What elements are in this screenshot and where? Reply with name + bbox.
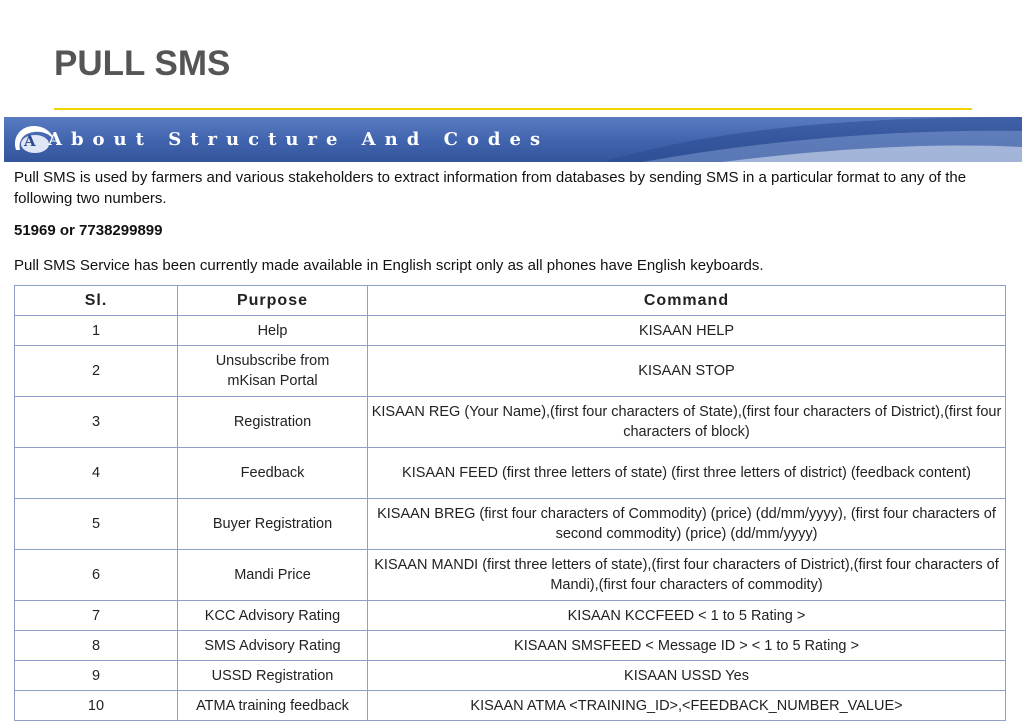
cell-command: KISAAN STOP — [368, 346, 1006, 397]
intro-description: Pull SMS is used by farmers and various stakeholders to extract information from databases by sending SMS in a particular format to any of the following two numbers. — [14, 169, 967, 207]
banner-swoosh-decoration — [602, 117, 1022, 162]
cell-sl: 6 — [15, 550, 178, 601]
table-row — [15, 550, 1006, 601]
cell-command: KISAAN USSD Yes — [368, 661, 1006, 691]
table-row — [15, 661, 1006, 691]
header-command: Command — [368, 286, 1006, 316]
cell-sl: 1 — [15, 316, 178, 346]
cell-sl: 10 — [15, 691, 178, 721]
cell-purpose: Registration — [178, 397, 368, 448]
table-row — [15, 316, 1006, 346]
table-row — [15, 448, 1006, 499]
cell-purpose: ATMA training feedback — [178, 691, 368, 721]
cell-sl: 7 — [15, 601, 178, 631]
cell-command: KISAAN MANDI (first three letters of state),(first four characters of District),(first four characters of Mandi),(first four characters of commodity) — [368, 550, 1006, 601]
table-row — [15, 691, 1006, 721]
cell-sl: 2 — [15, 346, 178, 397]
slide-title: PULL SMS — [54, 44, 231, 83]
cell-purpose: Mandi Price — [178, 550, 368, 601]
cell-purpose: Help — [178, 316, 368, 346]
cell-command: KISAAN ATMA <TRAINING_ID>,<FEEDBACK_NUMBER_VALUE> — [368, 691, 1006, 721]
table-row — [15, 346, 1006, 397]
title-divider — [54, 108, 972, 110]
section-banner — [4, 117, 1022, 162]
content-panel — [4, 117, 1022, 726]
header-purpose: Purpose — [178, 286, 368, 316]
cell-sl: 3 — [15, 397, 178, 448]
table-header-row — [15, 286, 1006, 316]
table-row — [15, 631, 1006, 661]
cell-command: KISAAN SMSFEED < Message ID > < 1 to 5 Rating > — [368, 631, 1006, 661]
cell-command: KISAAN REG (Your Name),(first four characters of State),(first four characters of District),(first four characters of block) — [368, 397, 1006, 448]
cell-command: KISAAN BREG (first four characters of Commodity) (price) (dd/mm/yyyy), (first four characters of second commodity) (price) (dd/mm/yyyy) — [368, 499, 1006, 550]
table-row — [15, 601, 1006, 631]
cell-purpose: KCC Advisory Rating — [178, 601, 368, 631]
cell-sl: 8 — [15, 631, 178, 661]
cell-purpose: Buyer Registration — [178, 499, 368, 550]
header-sl: Sl. — [15, 286, 178, 316]
cell-sl: 5 — [15, 499, 178, 550]
sms-numbers: 51969 or 7738299899 — [14, 222, 163, 239]
banner-title: About Structure And Codes — [48, 129, 550, 150]
cell-sl: 4 — [15, 448, 178, 499]
cell-command: KISAAN HELP — [368, 316, 1006, 346]
cell-purpose: USSD Registration — [178, 661, 368, 691]
cell-purpose: SMS Advisory Rating — [178, 631, 368, 661]
cell-purpose: Feedback — [178, 448, 368, 499]
cell-purpose: Unsubscribe from mKisan Portal — [178, 346, 368, 397]
cell-sl: 9 — [15, 661, 178, 691]
command-table — [14, 285, 1006, 721]
table-row — [15, 397, 1006, 448]
availability-note: Pull SMS Service has been currently made available in English script only as all phones have English keyboards. — [14, 257, 764, 274]
cell-command: KISAAN FEED (first three letters of state) (first three letters of district) (feedback content) — [368, 448, 1006, 499]
intro-paragraph — [14, 167, 1014, 209]
banner-logo-letter: A — [24, 132, 36, 150]
table-row — [15, 499, 1006, 550]
cell-command: KISAAN KCCFEED < 1 to 5 Rating > — [368, 601, 1006, 631]
